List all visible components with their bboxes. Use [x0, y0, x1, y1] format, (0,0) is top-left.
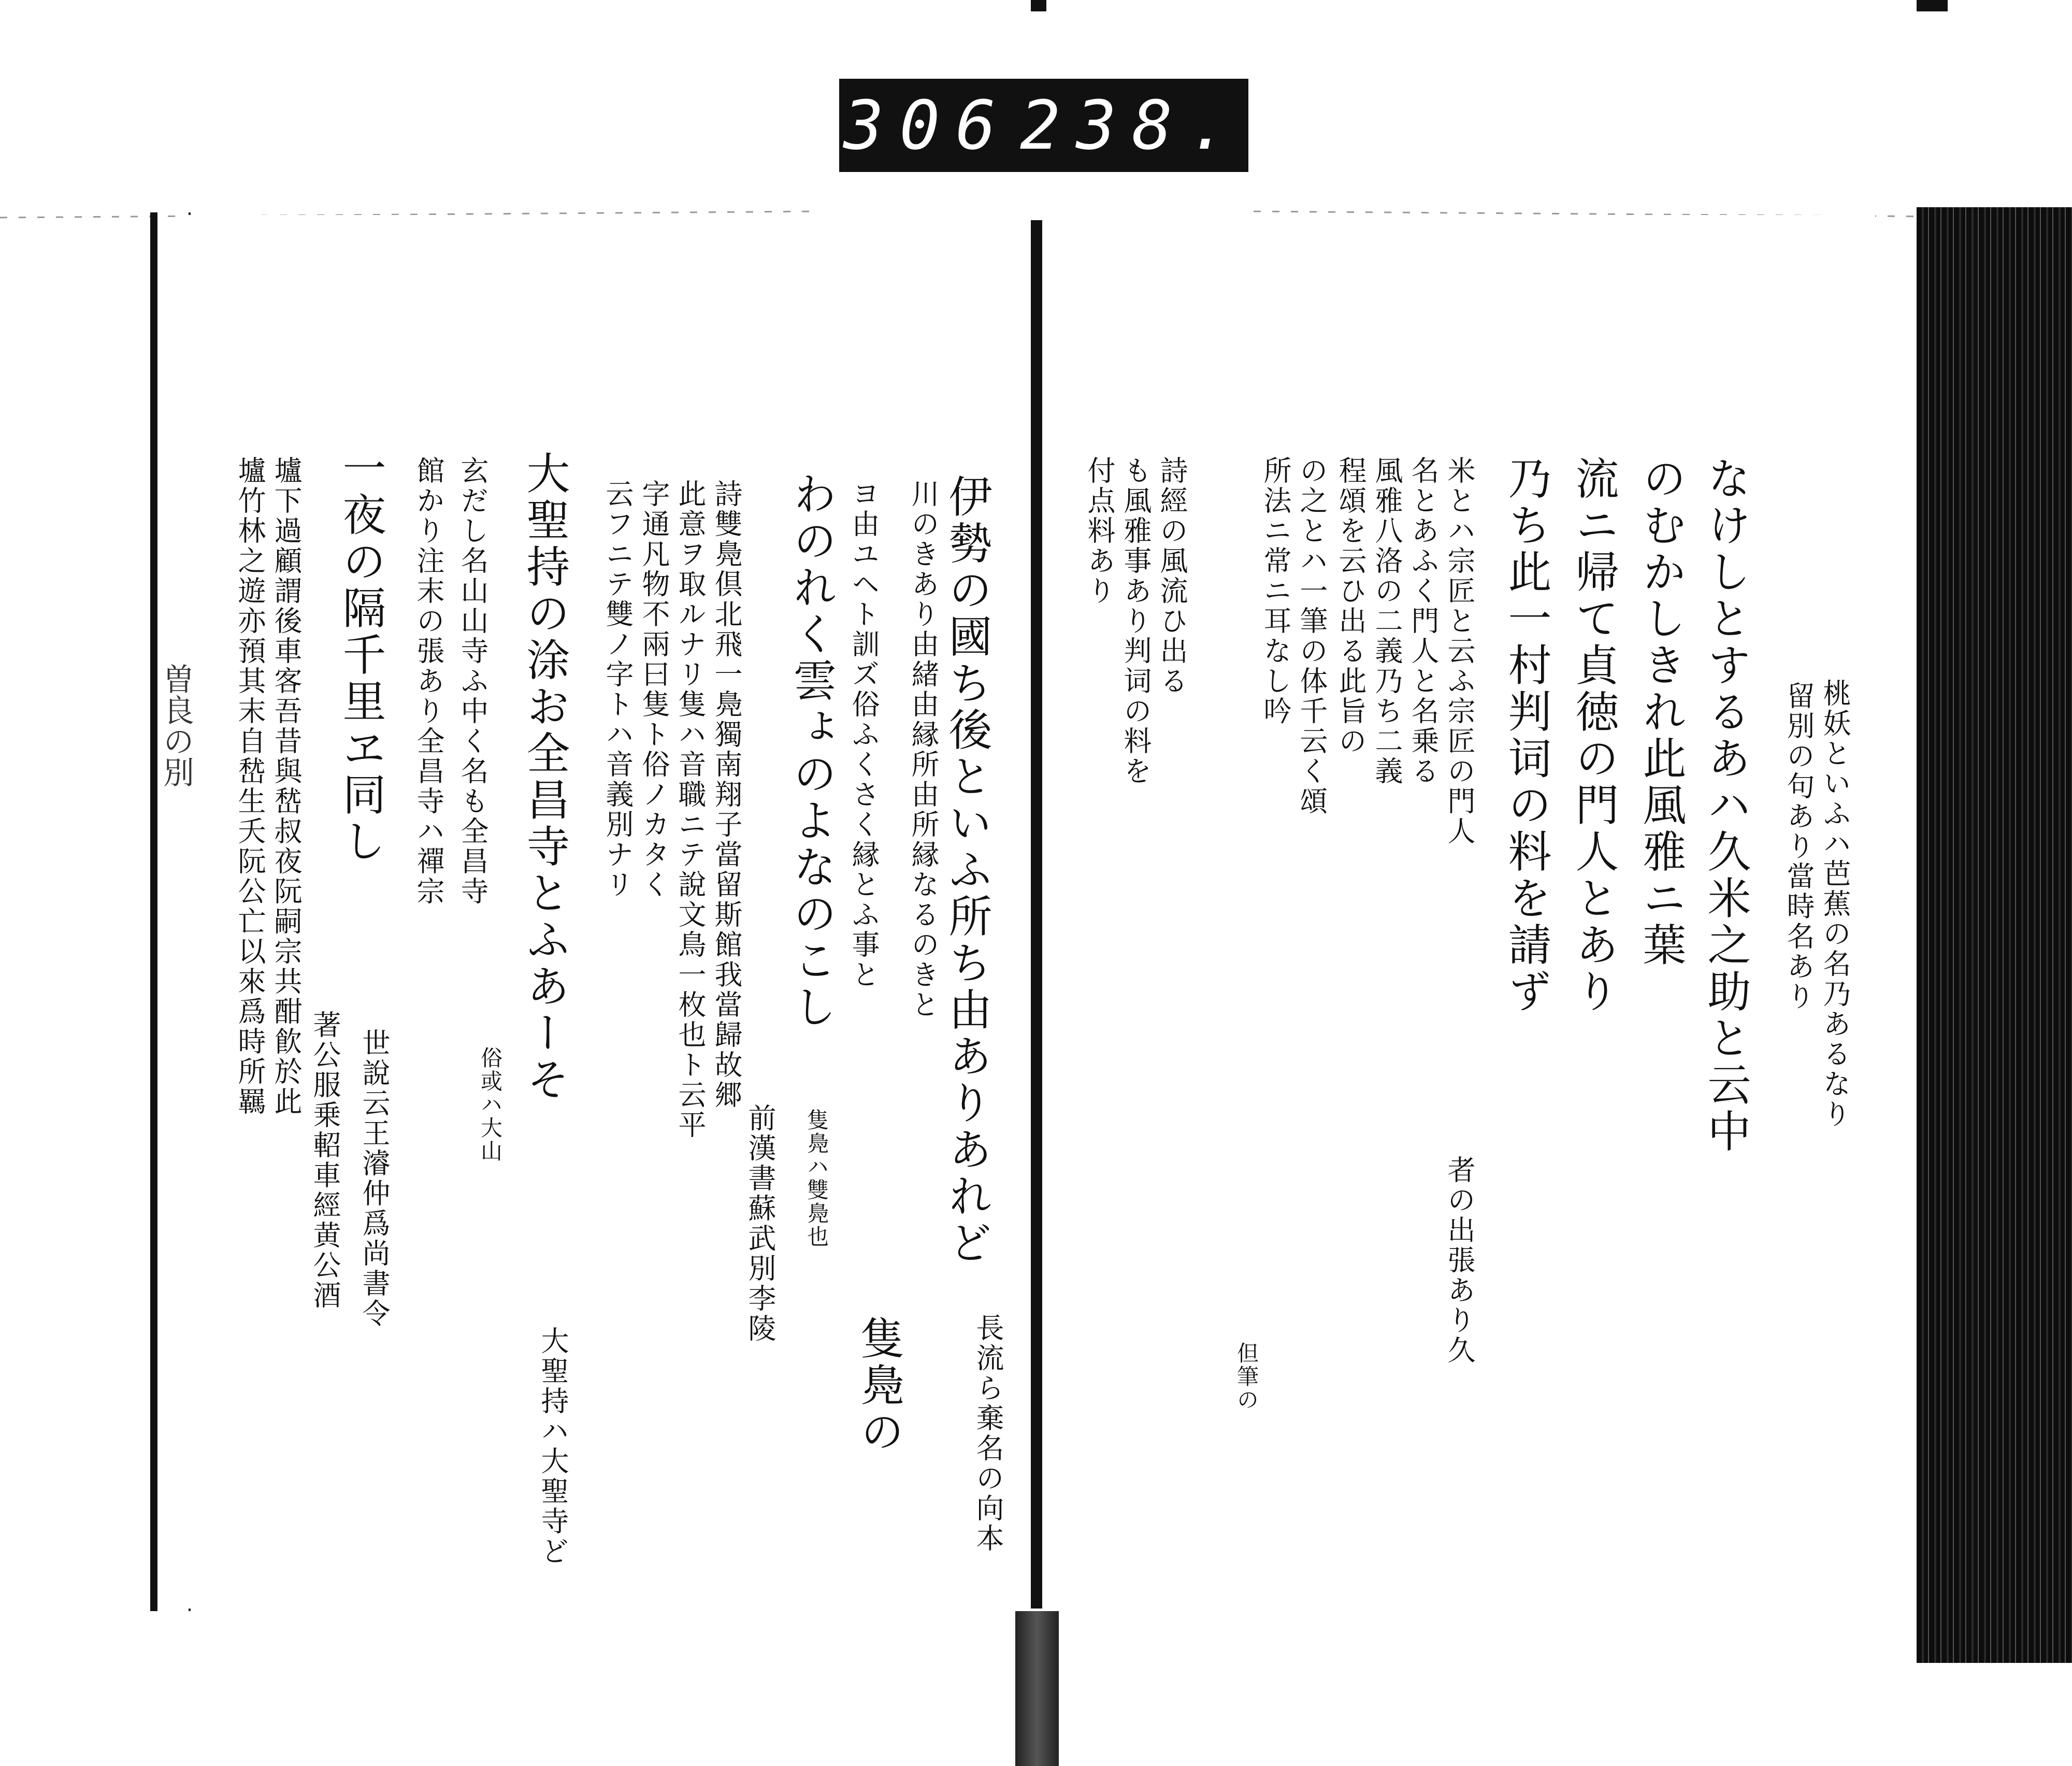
text-note: 著公服乗軺車經黄公酒 [309, 1010, 341, 1311]
text-column: 伊勢の國ち後といふ所ち由ありあれど [942, 474, 992, 1267]
text-note: 世說云王濬仲爲尚書令 [358, 1028, 391, 1329]
book-spine [1031, 220, 1042, 1609]
text-column: 米とハ宗匠と云ふ宗匠の門人 [1443, 456, 1476, 846]
text-column: 留別の句あり當時名あり [1782, 681, 1815, 1012]
text-column: 字通凡物不兩曰隻ト俗ノカタく [638, 479, 670, 900]
text-column: 云フニテ雙ノ字トハ音義別ナリ [601, 479, 634, 900]
text-note: 長流ら棄名の向本 [972, 1313, 1004, 1554]
text-column: わのれく雲ょのよなのこし [786, 471, 837, 1031]
text-column: 詩經の風流ひ出る [1156, 456, 1188, 696]
text-note: 但筆の [1234, 1342, 1259, 1412]
text-column: 館かり注末の張あり全昌寺ハ禪宗 [412, 456, 445, 907]
text-column: 川のきあり由緒由縁所由所縁なるのきと [907, 479, 940, 1020]
text-column: 隻鳧の [854, 1316, 904, 1456]
text-column: 流ニ帰て貞徳の門人とあり [1569, 456, 1619, 1015]
margin-note: 曽良の別 [158, 663, 194, 787]
text-column: 玄だし名山山寺ふ中く名も全昌寺 [456, 456, 489, 907]
text-column: 詩雙鳧倶北飛一鳧獨南翔子當留斯館我當歸故郷 [710, 479, 743, 1110]
text-column: の之とハ一筆の体千云く頌 [1296, 456, 1328, 816]
text-column: 所法ニ常ニ耳なし吟 [1259, 456, 1292, 726]
text-note: 隻鳧ハ雙鳧也 [804, 1109, 829, 1248]
spine-tab [1015, 1611, 1059, 1766]
text-column: 壚下過顧謂後車客吾昔與嵆叔夜阮嗣宗共酣飮於此 [270, 456, 303, 1117]
text-column: 付点料あり [1083, 456, 1116, 606]
text-column: ヨ由ユヘト訓ズ俗ふくさく縁とふ事と [847, 479, 880, 990]
text-column: 一夜の隔千里ヱ同し [336, 446, 386, 865]
text-column: なけしとするあハ久米之助と云中 [1701, 456, 1751, 1155]
frame-counter [839, 79, 1248, 172]
text-column: 風雅八洛の二義乃ち二義 [1371, 456, 1403, 786]
text-note: 大聖持ハ大聖寺ど [537, 1326, 569, 1567]
frame-number-right: 238. [1019, 86, 1244, 165]
text-column: 大聖持の涂お全昌寺とふあーそ [520, 451, 570, 1103]
text-column: 此意ヲ取ルナリ隻ハ音職ニテ說文鳥一枚也ト云平 [674, 479, 707, 1140]
text-column: 壚竹林之遊亦預其末自嵆生夭阮公亡以來爲時所羈 [234, 456, 266, 1117]
text-column: のむかしきれ此風雅ニ葉 [1636, 456, 1687, 969]
right-page [1052, 215, 1875, 1609]
text-note: 者の出張あり久 [1443, 1155, 1476, 1366]
text-column: 名とあふく門人と名乗る [1407, 456, 1440, 786]
text-column: 乃ち此一村判词の料を請ず [1501, 456, 1552, 1015]
frame-number-left: 306 [843, 86, 1012, 165]
text-column: 程頌を云ひ出る此旨の [1334, 456, 1367, 756]
text-column: 桃妖といふハ芭蕉の名乃あるなり [1819, 679, 1851, 1129]
right-page-stack [1917, 207, 2072, 1663]
text-column: も風雅事あり判词の料を [1119, 456, 1152, 786]
text-note: 前漢書蘇武別李陵 [744, 1103, 776, 1344]
text-note: 俗或ハ大山 [478, 1046, 503, 1163]
